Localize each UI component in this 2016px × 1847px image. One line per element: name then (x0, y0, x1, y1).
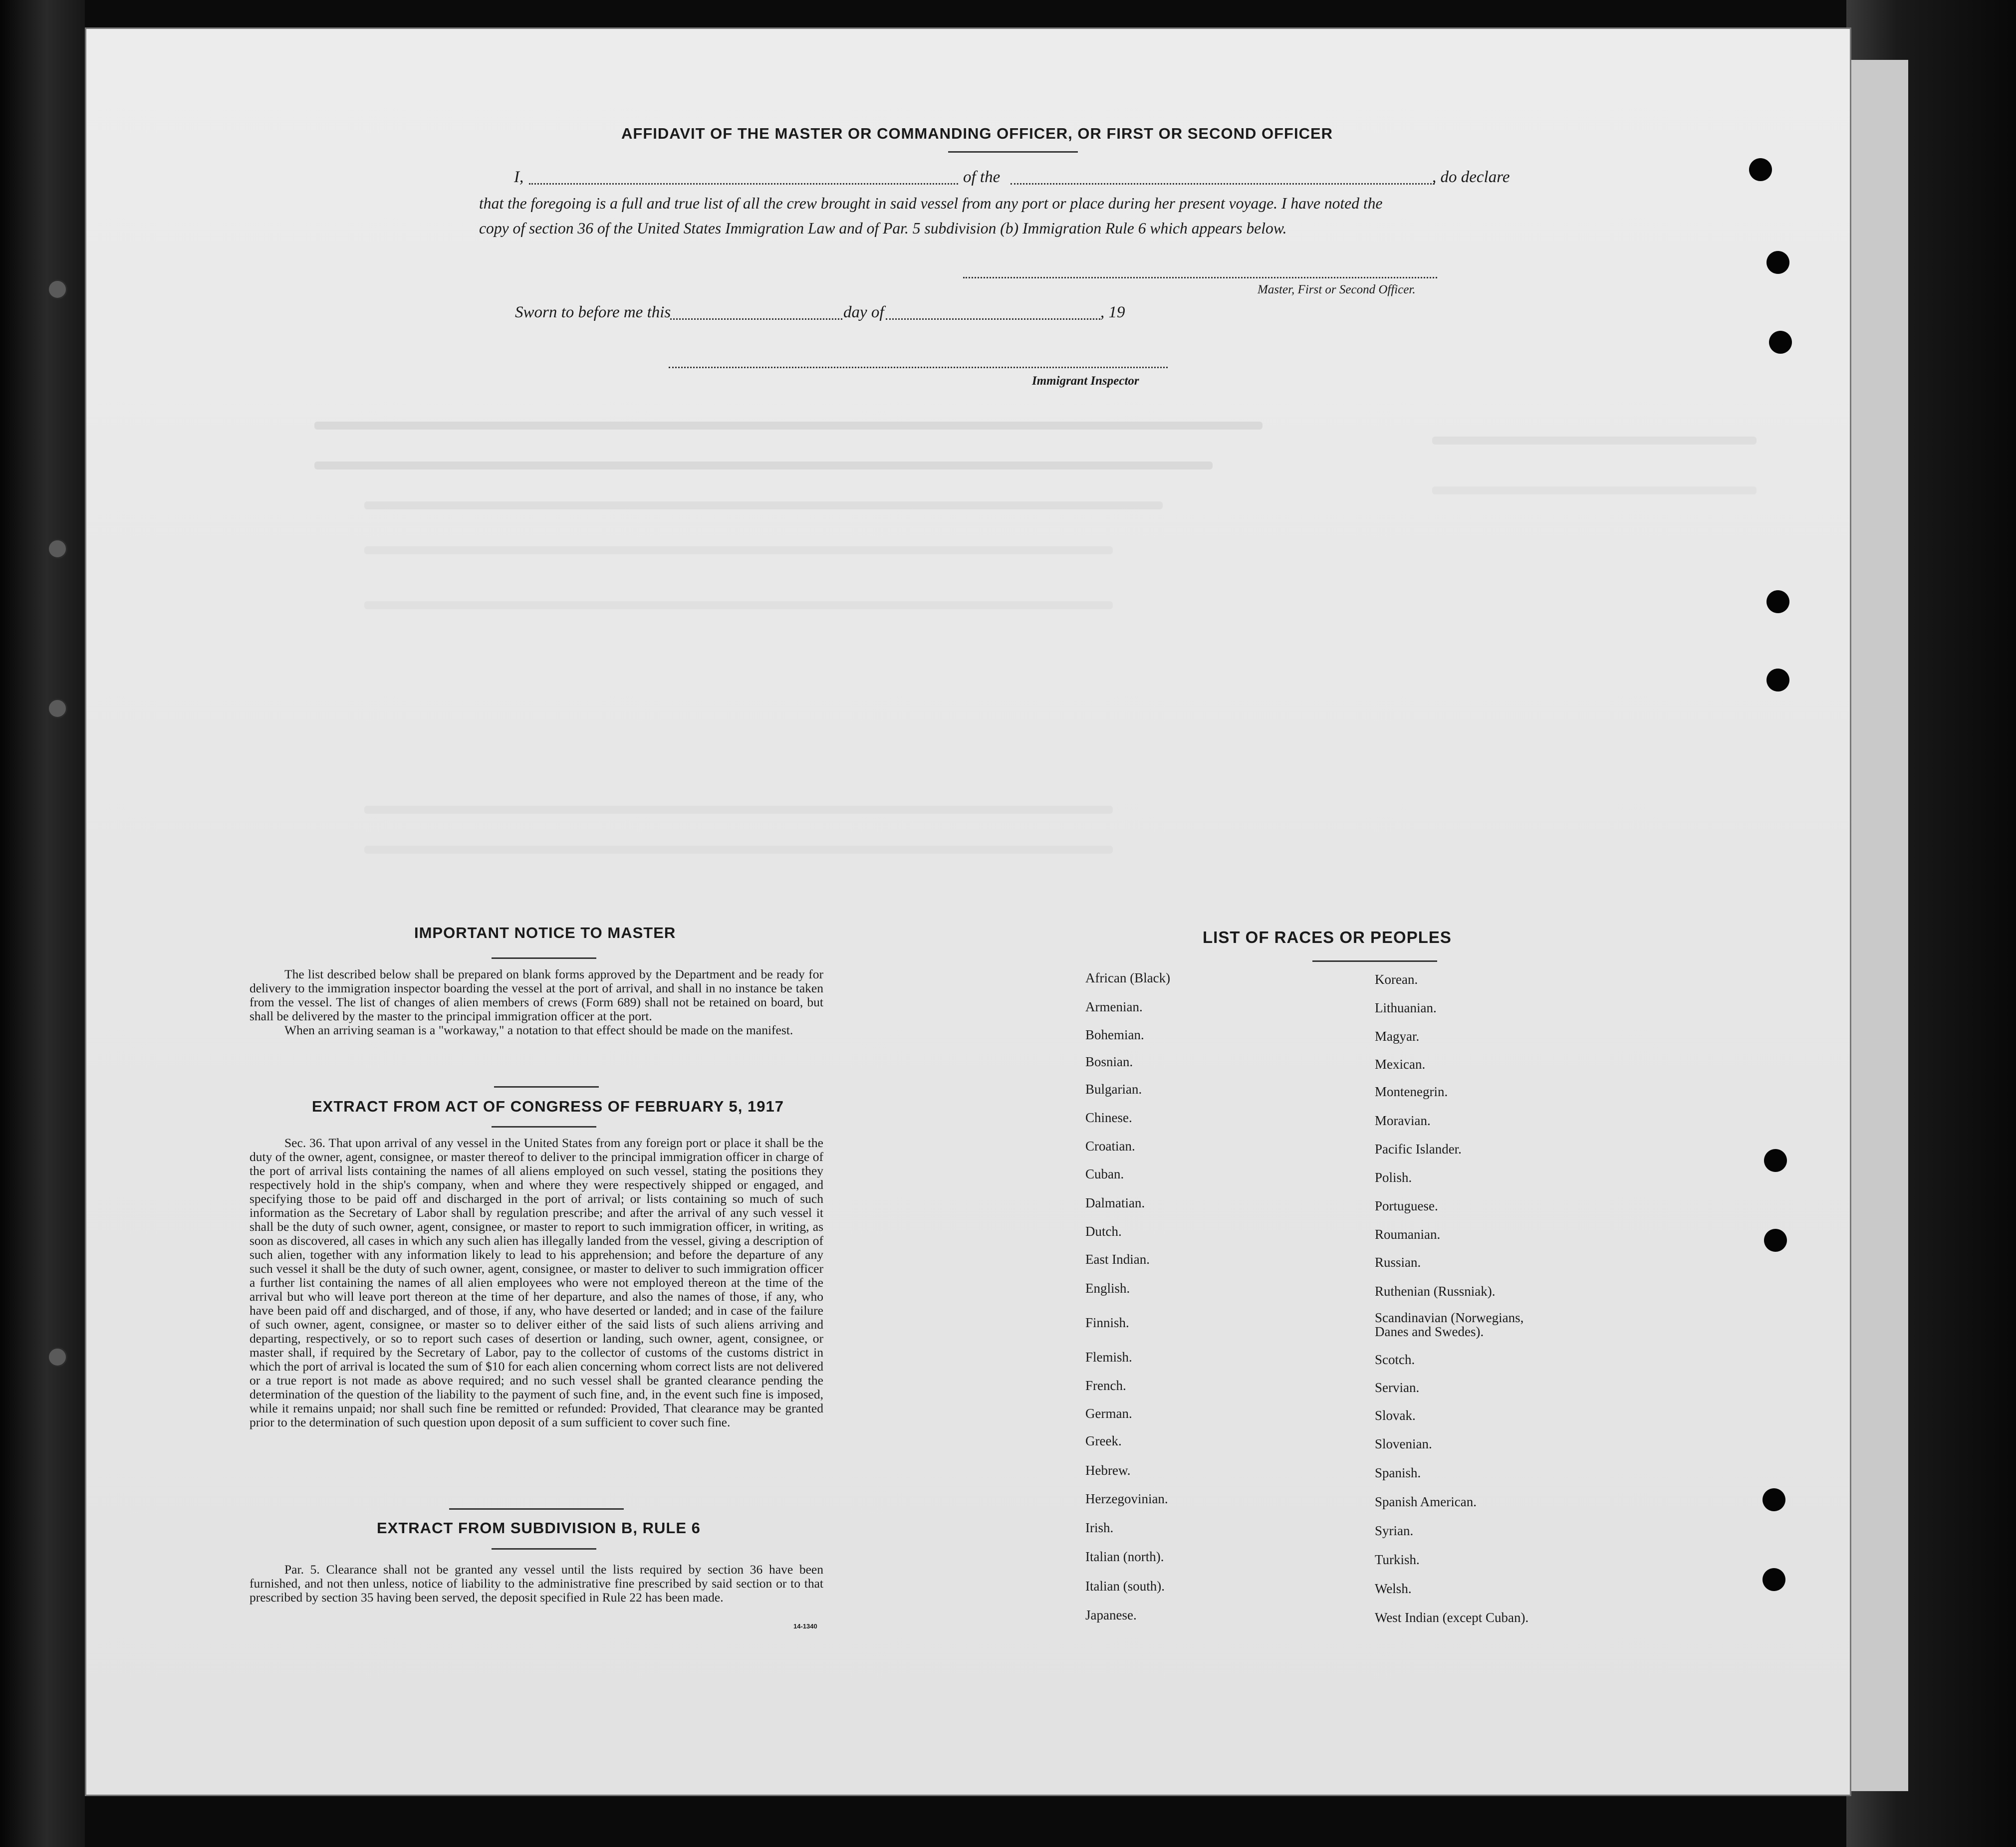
race-item-left: Finnish. (1085, 1315, 1129, 1330)
affidavit-of-the: of the (963, 168, 1001, 186)
punch-hole (1763, 1568, 1785, 1591)
race-item-right: Korean. (1375, 972, 1418, 987)
race-item-left: Dalmatian. (1085, 1195, 1145, 1210)
race-item-right: Russian. (1375, 1255, 1421, 1270)
vessel-blank[interactable] (1010, 183, 1435, 185)
race-item-right: Magyar. (1375, 1029, 1420, 1044)
races-underline (1312, 960, 1437, 962)
race-item-right: West Indian (except Cuban). (1375, 1610, 1529, 1625)
inspector-signature-line[interactable] (669, 367, 1168, 368)
race-item-left: English. (1085, 1281, 1130, 1296)
punch-hole (1749, 158, 1772, 181)
punch-hole (1769, 331, 1792, 354)
bleed-through (364, 806, 1113, 814)
race-item-left: Croatian. (1085, 1139, 1135, 1154)
document-page (85, 27, 1851, 1796)
binder-hole (47, 1347, 67, 1367)
bleed-through (364, 601, 1113, 609)
race-item-left: French. (1085, 1378, 1126, 1393)
form-number: 14-1340 (793, 1622, 817, 1630)
punch-hole (1764, 1149, 1787, 1172)
race-item-right: Turkish. (1375, 1552, 1420, 1567)
bleed-through (364, 546, 1113, 554)
race-item-right: Pacific Islander. (1375, 1142, 1462, 1156)
extract-act-title: EXTRACT FROM ACT OF CONGRESS OF FEBRUARY 5, 1917 (312, 1098, 784, 1115)
race-item-left: Hebrew. (1085, 1463, 1131, 1478)
race-item-left: Italian (north). (1085, 1549, 1164, 1564)
race-item-right: Spanish American. (1375, 1494, 1477, 1509)
signature-caption: Master, First or Second Officer. (1258, 283, 1416, 296)
race-item-left: East Indian. (1085, 1252, 1150, 1267)
signature-line[interactable] (963, 277, 1437, 278)
race-item-right: Syrian. (1375, 1523, 1414, 1538)
affidavit-line-3: copy of section 36 of the United States Immigration Law and of Par. 5 subdivision (b) Immigration Rule 6 which appears below. (479, 220, 1287, 237)
extract-rule-underline (492, 1548, 596, 1550)
bleed-through (314, 422, 1262, 430)
section-divider (494, 1086, 599, 1088)
bleed-through (364, 501, 1163, 509)
race-item-right: Slovak. (1375, 1408, 1416, 1423)
race-item-left: Japanese. (1085, 1608, 1137, 1622)
affidavit-i-label: I, (514, 168, 524, 186)
races-title: LIST OF RACES OR PEOPLES (1203, 928, 1452, 946)
race-item-left: Chinese. (1085, 1110, 1132, 1125)
notice-paragraph-2: When an arriving seaman is a "workaway," a notation to that effect should be made on the manifest. (284, 1023, 793, 1037)
sworn-label: Sworn to before me this (515, 303, 671, 321)
sworn-day-blank[interactable] (670, 318, 842, 320)
race-item-left: Bosnian. (1085, 1054, 1133, 1069)
notice-paragraph-1: The list described below shall be prepared on blank forms approved by the Department and be ready for delivery to the immigration inspector boarding the vessel at the port of arrival, and shall in no instance be taken from the vessel. The list of changes of alien members of crews (Form 689) shall not be retained on board, but shall be delivered by the master to the principal immigration officer at the port. (250, 967, 823, 1023)
race-item-left: Italian (south). (1085, 1579, 1165, 1594)
binder-hole (47, 279, 67, 299)
race-item-right: Mexican. (1375, 1057, 1426, 1072)
scan-border-left (0, 0, 85, 1847)
race-item-left: Dutch. (1085, 1224, 1122, 1239)
sworn-month-blank[interactable] (886, 318, 1100, 320)
notice-underline (492, 957, 596, 959)
race-item-right: Scandinavian (Norwegians, Danes and Swedes). (1375, 1310, 1524, 1339)
extract-act-body (250, 1136, 823, 1429)
bleed-through (1432, 486, 1757, 494)
race-item-left: German. (1085, 1406, 1132, 1421)
extract-rule-body (250, 1563, 823, 1605)
affidavit-title: AFFIDAVIT OF THE MASTER OR COMMANDING OFFICER, OR FIRST OR SECOND OFFICER (621, 125, 1333, 142)
section-divider (449, 1508, 624, 1510)
binder-hole (47, 539, 67, 559)
notice-body (250, 967, 823, 1037)
race-item-left: Bohemian. (1085, 1027, 1144, 1042)
day-of-label: day of (843, 303, 884, 321)
bleed-through (364, 846, 1113, 854)
punch-hole (1763, 1488, 1785, 1511)
race-item-right: Spanish. (1375, 1465, 1421, 1480)
race-item-right: Portuguese. (1375, 1198, 1438, 1213)
name-blank[interactable] (529, 183, 958, 185)
race-item-right: Scotch. (1375, 1352, 1415, 1367)
inspector-caption: Immigrant Inspector (1032, 374, 1139, 388)
race-item-right: Slovenian. (1375, 1436, 1432, 1451)
extract-act-text: Sec. 36. That upon arrival of any vessel in the United States from any foreign port or place it shall be the duty of the owner, agent, consignee, or master thereof to deliver to the principal immigration officer in charge of the port of arrival lists containing the names of all aliens employed on such vessel, stating the positions they respectively hold in the ship's company, when and where they were respectively shipped or engaged, and specifying those to be paid off and discharged in the port of arrival; or lists containing so much of such information as the Secretary of Labor shall by regulation prescribe; and after the arrival of any such vessel it shall be the duty of such owner, agent, consignee, or master to report to such immigration officer, in writing, as soon as discovered, all cases in which any such alien has illegally landed from the vessel, giving a description of such alien, together with any information likely to lead to his apprehension; and before the departure of any such vessel it shall be the duty of such owner, agent, consignee, or master to deliver to such immigration officer a further list containing the names of all alien employees who were not employed thereon at the time of the arrival but who will leave port thereon at the time of her departure, and also the names of those, if any, who have been paid off and discharged, and of those, if any, who have deserted or landed; and in case of the failure of such owner, agent, consignee, or master so to deliver either of the said lists of such aliens arriving and departing, respectively, or so to report such cases of desertion or landing, such owner, agent, consignee, or master shall, if required by the Secretary of Labor, pay to the collector of customs of the customs district in which the port of arrival is located the sum of $10 for each alien concerning whom correct lists are not delivered or a true report is not made as above required; and no such vessel shall be granted clearance pending the determination of the question of the liability to the payment of such fine, and, in the event such fine is imposed, while it remains unpaid; nor shall such fine be remitted or refunded: Provided, That clearance may be granted prior to the determination of such question upon deposit of a sum sufficient to cover such fine. (250, 1136, 823, 1429)
race-item-left: Armenian. (1085, 999, 1143, 1014)
year-prefix: , 19 (1100, 303, 1125, 321)
race-item-right: Servian. (1375, 1380, 1420, 1395)
affidavit-line-2: that the foregoing is a full and true list of all the crew brought in said vessel from any port or place during her present voyage. I have noted the (479, 195, 1383, 212)
race-item-left: African (Black) (1085, 970, 1171, 985)
extract-rule-text: Par. 5. Clearance shall not be granted any vessel until the lists required by section 36 have been furnished, and not then unless, notice of liability to the administrative fine prescribed by said section or to that prescribed by section 35 having been served, the deposit specified in Rule 22 has been made. (250, 1562, 823, 1605)
race-item-left: Irish. (1085, 1520, 1114, 1535)
race-item-left: Flemish. (1085, 1350, 1132, 1365)
extract-act-underline (492, 1126, 596, 1128)
bleed-through (1432, 437, 1757, 445)
bleed-through (314, 462, 1213, 469)
punch-hole (1764, 1229, 1787, 1252)
race-item-left: Bulgarian. (1085, 1082, 1142, 1097)
punch-hole (1766, 590, 1789, 613)
race-item-right: Polish. (1375, 1170, 1412, 1185)
affidavit-do-declare: , do declare (1432, 168, 1510, 186)
binder-hole (47, 698, 67, 718)
race-item-left: Herzegovinian. (1085, 1491, 1168, 1506)
race-item-right: Welsh. (1375, 1581, 1412, 1596)
race-item-right: Montenegrin. (1375, 1084, 1448, 1099)
punch-hole (1766, 251, 1789, 274)
punch-hole (1766, 669, 1789, 692)
race-item-right: Roumanian. (1375, 1227, 1441, 1242)
title-underline (948, 151, 1078, 153)
extract-rule-title: EXTRACT FROM SUBDIVISION B, RULE 6 (377, 1519, 701, 1537)
notice-title: IMPORTANT NOTICE TO MASTER (414, 924, 676, 941)
race-item-left: Cuban. (1085, 1166, 1124, 1181)
race-item-right: Ruthenian (Russniak). (1375, 1284, 1496, 1299)
race-item-left: Greek. (1085, 1433, 1122, 1448)
race-item-right: Lithuanian. (1375, 1000, 1437, 1015)
race-item-right: Moravian. (1375, 1113, 1431, 1128)
